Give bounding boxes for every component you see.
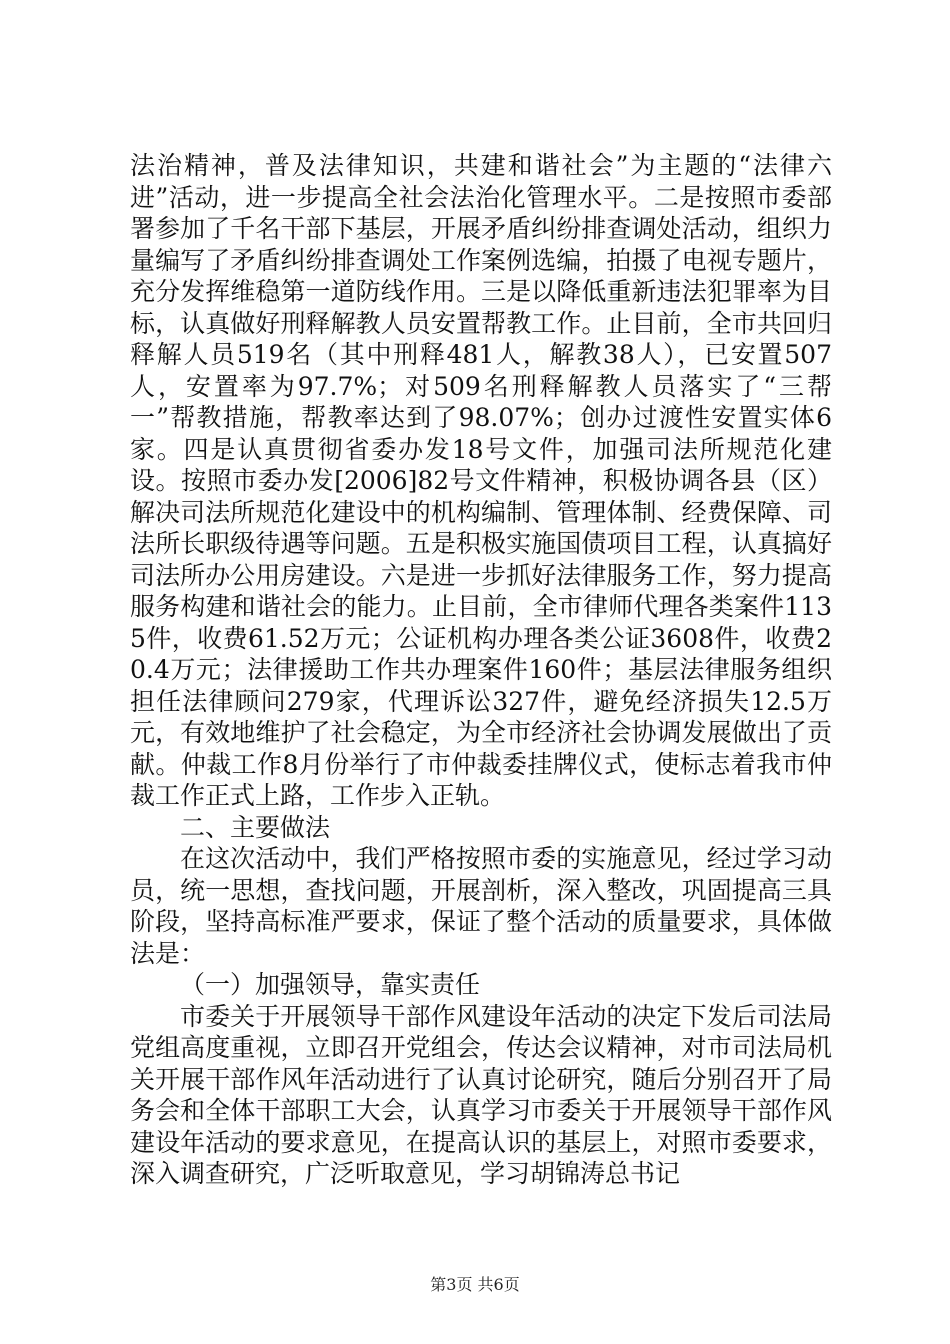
- paragraph-continuation: 法治精神，普及法律知识，共建和谐社会”为主题的“法律六进”活动，进一步提高全社会法治化管理水平。二是按照市委部署参加了千名干部下基层，开展矛盾纠纷排查调处活动，组织力量编写了矛盾纠纷排查调处工作案例选编，拍摄了电视专题片，充分发挥维稳第一道防线作用。三是以降低重新违法犯罪率为目标，认真做好刑释解教人员安置帮教工作。止目前，全市共回归释解人员519名（其中刑释481人，解教38人），已安置507人，安置率为97.7%；对509名刑释解教人员落实了“三帮一”帮教措施，帮教率达到了98.07%；创办过渡性安置实体6家。四是认真贯彻省委办发18号文件，加强司法所规范化建设。按照市委办发[2006]82号文件精神，积极协调各县（区）解决司法所规范化建设中的机构编制、管理体制、经费保障、司法所长职级待遇等问题。五是积极实施国债项目工程，认真搞好司法所办公用房建设。六是进一步抓好法律服务工作，努力提高服务构建和谐社会的能力。止目前，全市律师代理各类案件1135件，收费61.52万元；公证机构办理各类公证3608件，收费20.4万元；法律援助工作共办理案件160件；基层法律服务组织担任法律顾问279家，代理诉讼327件，避免经济损失12.5万元，有效地维护了社会稳定，为全市经济社会协调发展做出了贡献。仲裁工作8月份举行了市仲裁委挂牌仪式，使标志着我市仲裁工作正式上路，工作步入正轨。: [130, 151, 832, 810]
- subsection-heading-leadership: （一）加强领导，靠实责任: [180, 970, 481, 999]
- page-footer: 第3页 共6页: [430, 1275, 520, 1294]
- section-heading-main-practices: 二、主要做法: [180, 812, 331, 842]
- paragraph-leadership: 市委关于开展领导干部作风建设年活动的决定下发后司法局党组高度重视，立即召开党组会，传达会议精神，对市司法局机关开展干部作风年活动进行了认真讨论研究，随后分别召开了局务会和全体干部职工大会，认真学习市委关于开展领导干部作风建设年活动的要求意见，在提高认识的基层上，对照市委要求，深入调查研究，广泛听取意见，学习胡锦涛总书记: [130, 1001, 832, 1188]
- document-body: [130, 150, 832, 1190]
- paragraph-intro: 在这次活动中，我们严格按照市委的实施意见，经过学习动员，统一思想，查找问题，开展剖析，深入整改，巩固提高三具阶段，坚持高标准严要求，保证了整个活动的质量要求，具体做法是：: [130, 844, 832, 968]
